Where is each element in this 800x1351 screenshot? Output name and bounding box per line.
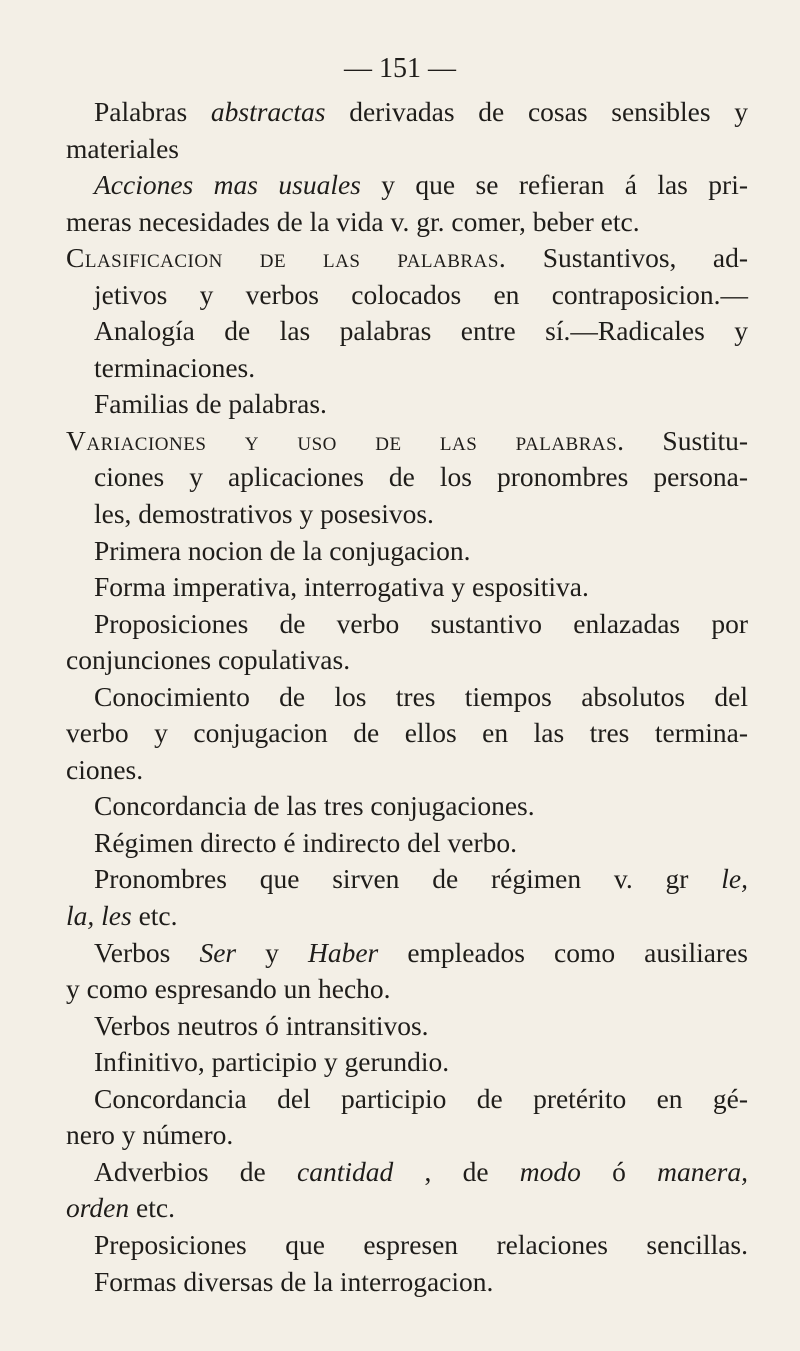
section-heading: Clasificacion de las palabras. — [66, 242, 507, 274]
text-line: les, demostrativos y posesivos. — [94, 498, 434, 530]
text-line: Primera nocion de la conjugacion. — [94, 534, 471, 566]
text-line — [66, 167, 748, 204]
text-run: empleados como ausiliares — [378, 936, 748, 968]
text-line: Preposiciones que espresen relaciones sencillas. — [94, 1228, 748, 1260]
text-run: derivadas de cosas sensibles y — [325, 96, 749, 127]
italic-run: cantidad — [296, 1155, 394, 1187]
text-line: ciones y aplicaciones de los pronombres persona- — [94, 461, 748, 493]
text-line: Conocimiento de los tres tiempos absolutos del — [94, 680, 748, 712]
text-run: Sustantivos, ad- — [506, 242, 748, 274]
section-heading-line — [66, 423, 748, 460]
text-line: nero y número. — [66, 1119, 234, 1151]
text-line: y como espresando un hecho. — [66, 973, 391, 1005]
text-line: Analogía de las palabras entre sí.—Radicales y — [94, 315, 748, 347]
italic-run: Acciones mas usuales — [94, 169, 361, 201]
text-line: ciones. — [66, 753, 144, 785]
text-line — [66, 1154, 748, 1191]
text-line: Concordancia del participio de pretérito en gé- — [94, 1082, 748, 1114]
text-line: Proposiciones de verbo sustantivo enlazadas por — [94, 607, 748, 639]
italic-run: le, — [721, 863, 748, 895]
text-line: Formas diversas de la interrogacion. — [94, 1265, 494, 1297]
text-line: jetivos y verbos colocados en contraposicion.— — [94, 278, 748, 310]
text-line: Régimen directo é indirecto del verbo. — [94, 826, 518, 858]
text-line: Verbos neutros ó intransitivos. — [94, 1009, 429, 1041]
text-run: y — [236, 936, 308, 968]
text-line: materiales — [66, 132, 179, 164]
text-run: etc. — [131, 900, 178, 932]
text-run: Palabras — [94, 96, 211, 127]
italic-run: orden — [66, 1192, 130, 1224]
text-line: Forma imperativa, interrogativa y espositiva. — [94, 571, 589, 603]
italic-run: manera, — [657, 1155, 748, 1187]
text-line: verbo y conjugacion de ellos en las tres termina- — [66, 717, 748, 749]
text-line — [66, 1190, 748, 1227]
text-line — [66, 935, 748, 972]
italic-run: la, les — [66, 900, 132, 932]
italic-run: Haber — [307, 936, 379, 968]
page-text — [66, 94, 748, 1300]
italic-run: modo — [519, 1155, 581, 1187]
text-run: ó — [580, 1155, 658, 1187]
section-heading-line — [66, 240, 748, 277]
text-run: , de — [393, 1155, 520, 1187]
text-line: terminaciones. — [94, 351, 256, 383]
text-line: meras necesidades de la vida v. gr. comer, beber etc. — [66, 205, 640, 237]
italic-run: abstractas — [210, 96, 326, 127]
text-line — [66, 861, 748, 898]
text-run: Sustitu- — [624, 424, 748, 456]
text-run: etc. — [129, 1192, 175, 1224]
text-run: y que se refieran á las pri- — [360, 169, 748, 201]
text-run: Pronombres que sirven de régimen v. gr — [94, 863, 722, 895]
section-heading: Variaciones y uso de las palabras. — [66, 424, 625, 456]
text-line — [66, 898, 748, 935]
italic-run: Ser — [199, 936, 237, 968]
text-run: Adverbios de — [94, 1155, 297, 1187]
page-number: — 151 — — [344, 53, 456, 84]
text-run: Verbos — [94, 936, 200, 968]
text-line: Infinitivo, participio y gerundio. — [94, 1046, 450, 1078]
text-line: Concordancia de las tres conjugaciones. — [94, 790, 535, 822]
text-line: Familias de palabras. — [94, 388, 327, 420]
text-line — [66, 94, 748, 131]
text-line: conjunciones copulativas. — [66, 644, 351, 676]
